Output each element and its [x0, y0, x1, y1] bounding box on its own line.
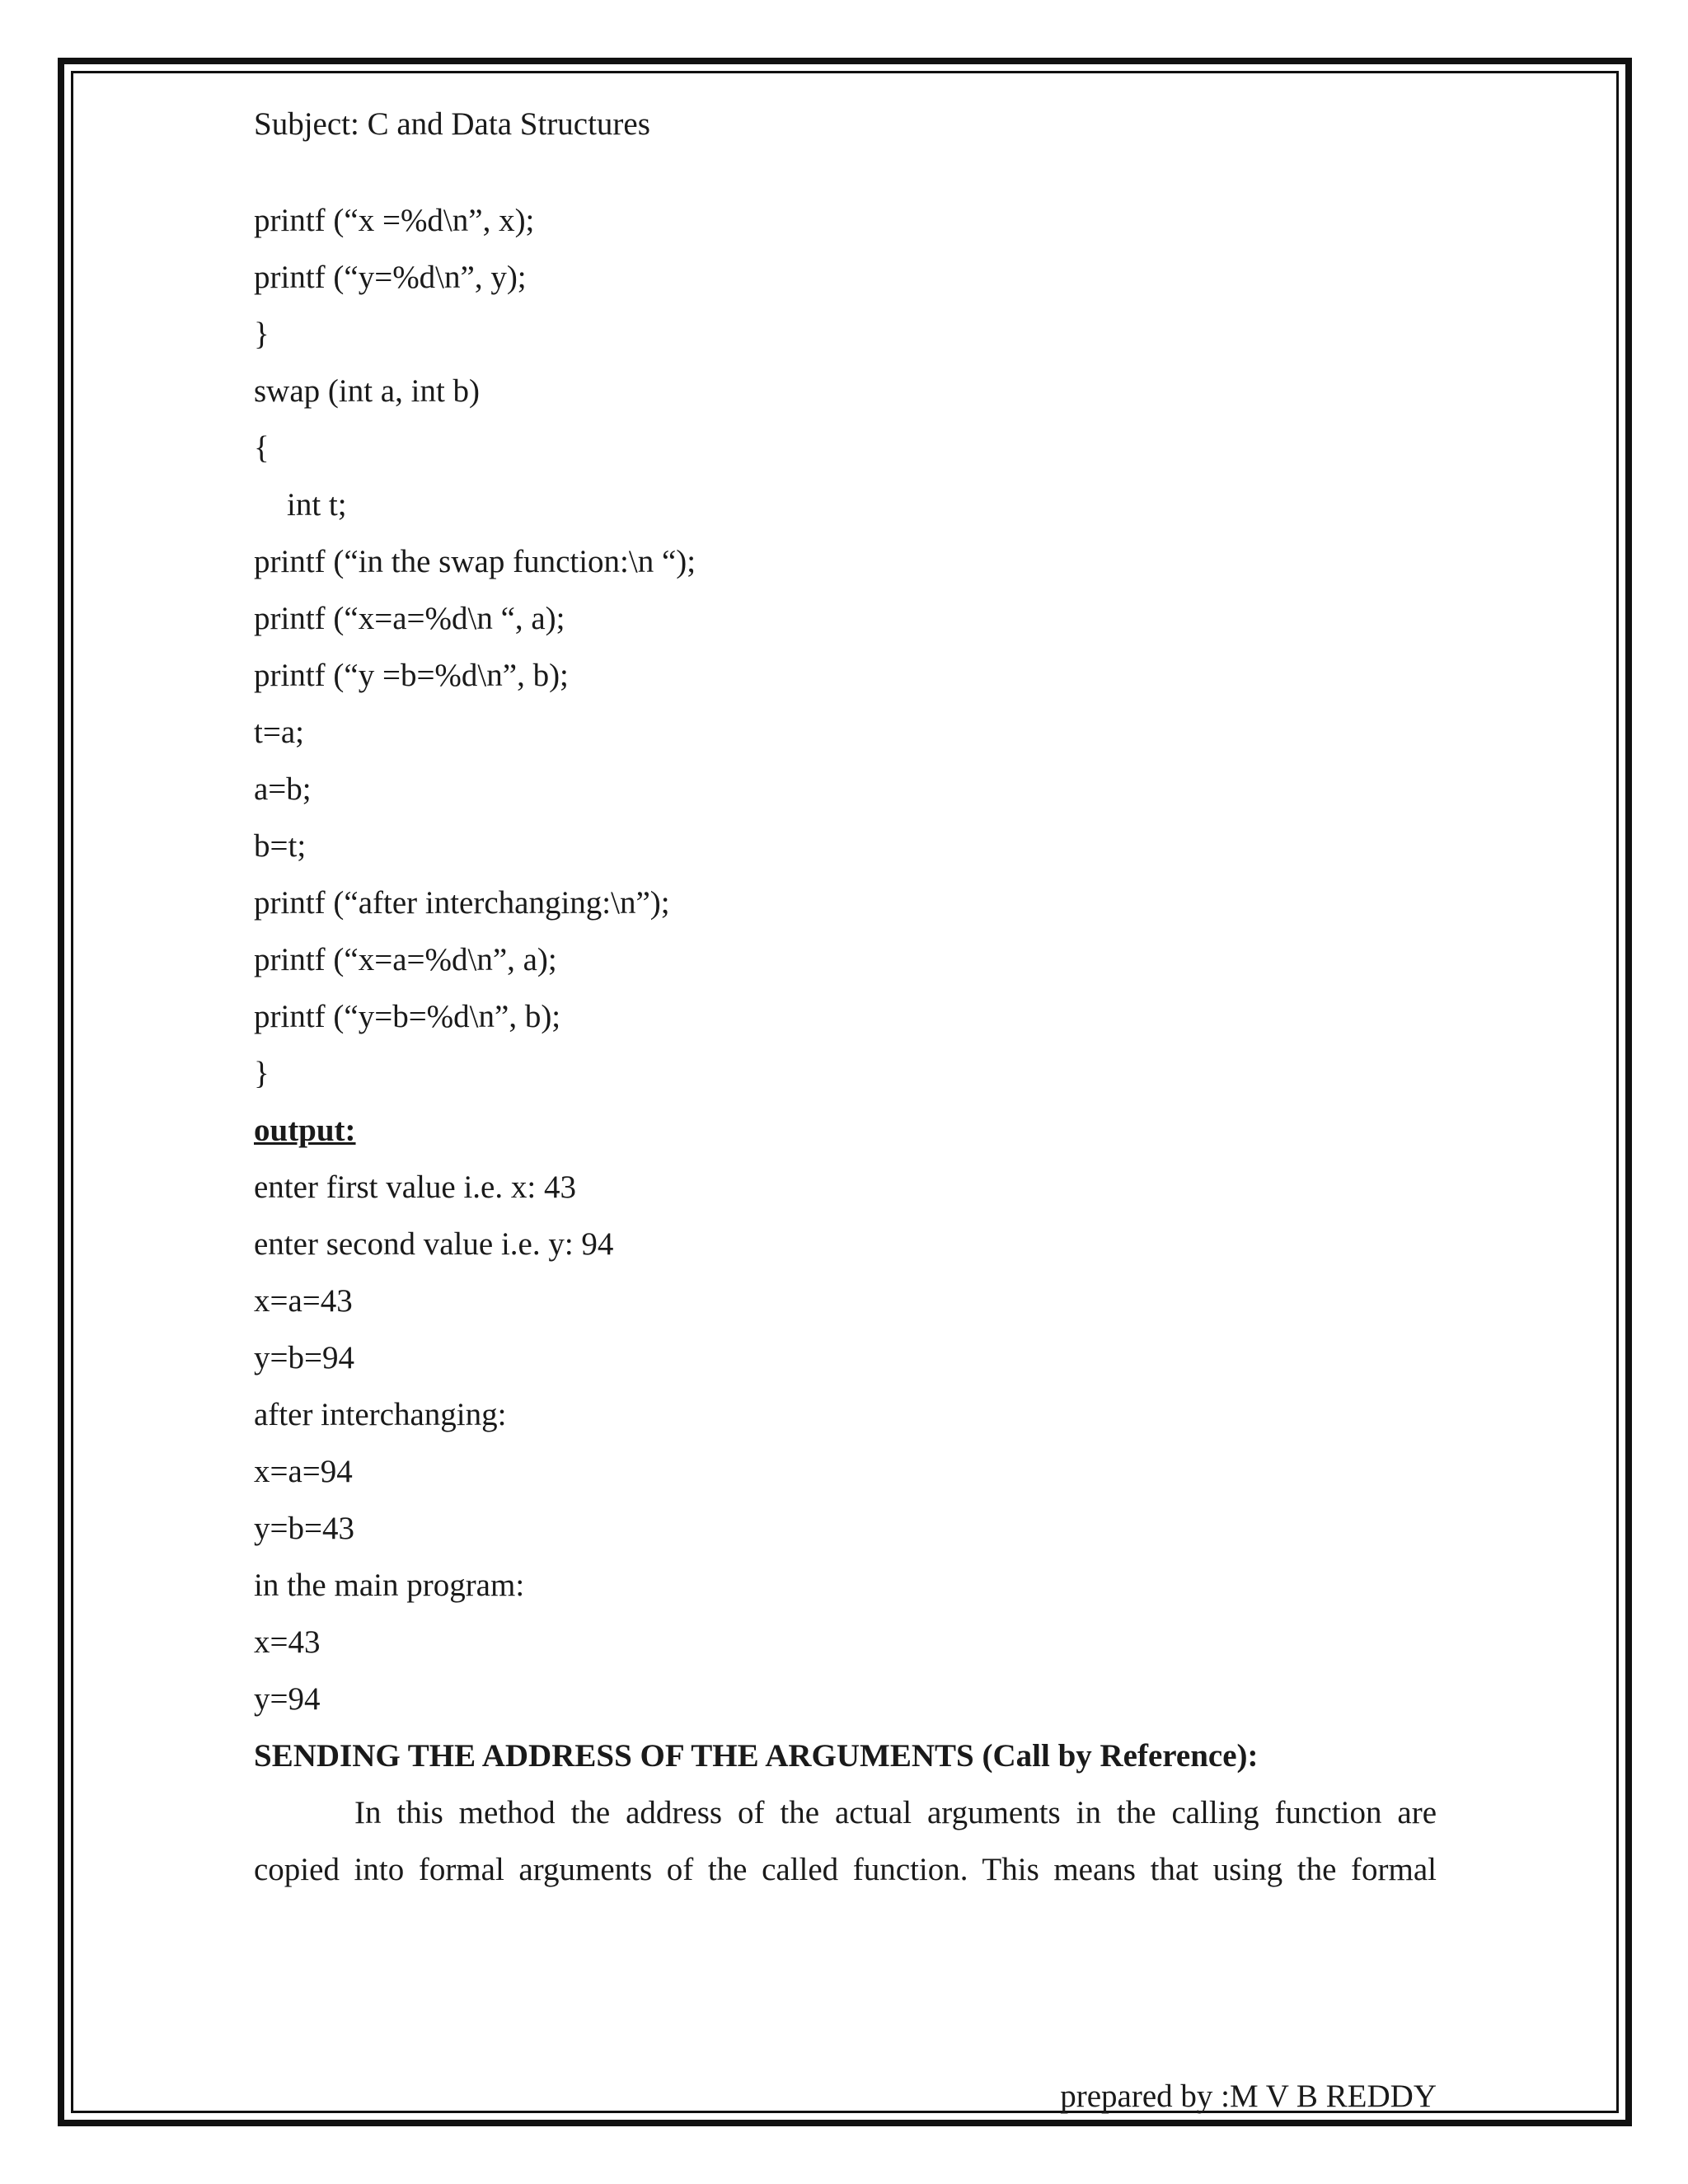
code-line: t=a; [254, 715, 304, 750]
section-paragraph-line: In this method the address of the actual arguments in the calling function are [354, 1795, 1437, 1830]
code-line: } [254, 1056, 270, 1091]
prepared-by-footer: prepared by :M V B REDDY [1060, 2079, 1437, 2114]
code-line: printf (“after interchanging:\n”); [254, 885, 670, 921]
output-line: enter second value i.e. y: 94 [254, 1226, 614, 1262]
output-line: x=a=94 [254, 1454, 353, 1489]
output-line: y=b=94 [254, 1340, 354, 1376]
output-line: in the main program: [254, 1568, 525, 1603]
section-paragraph-line: copied into formal arguments of the called function. This means that using the formal [254, 1852, 1437, 1887]
code-line: b=t; [254, 828, 307, 864]
subject-header: Subject: C and Data Structures [254, 106, 650, 142]
code-line: printf (“y=b=%d\n”, b); [254, 999, 561, 1034]
code-line: printf (“x=a=%d\n”, a); [254, 942, 557, 977]
code-line: printf (“y =b=%d\n”, b); [254, 658, 569, 693]
output-line: y=94 [254, 1681, 321, 1717]
output-line: x=a=43 [254, 1283, 353, 1319]
code-line: a=b; [254, 771, 312, 807]
code-line: printf (“y=%d\n”, y); [254, 260, 527, 295]
section-heading: SENDING THE ADDRESS OF THE ARGUMENTS (Call by Reference): [254, 1738, 1259, 1774]
code-line: int t; [287, 487, 347, 523]
output-line: after interchanging: [254, 1397, 507, 1432]
output-line: x=43 [254, 1624, 321, 1660]
code-line: printf (“x =%d\n”, x); [254, 203, 535, 238]
output-line: y=b=43 [254, 1511, 354, 1546]
code-line: printf (“x=a=%d\n “, a); [254, 601, 565, 636]
output-line: enter first value i.e. x: 43 [254, 1169, 576, 1205]
code-line: } [254, 316, 270, 352]
output-heading: output: [254, 1113, 356, 1148]
code-line: swap (int a, int b) [254, 373, 481, 409]
code-line: printf (“in the swap function:\n “); [254, 544, 696, 579]
code-line: { [254, 430, 270, 466]
